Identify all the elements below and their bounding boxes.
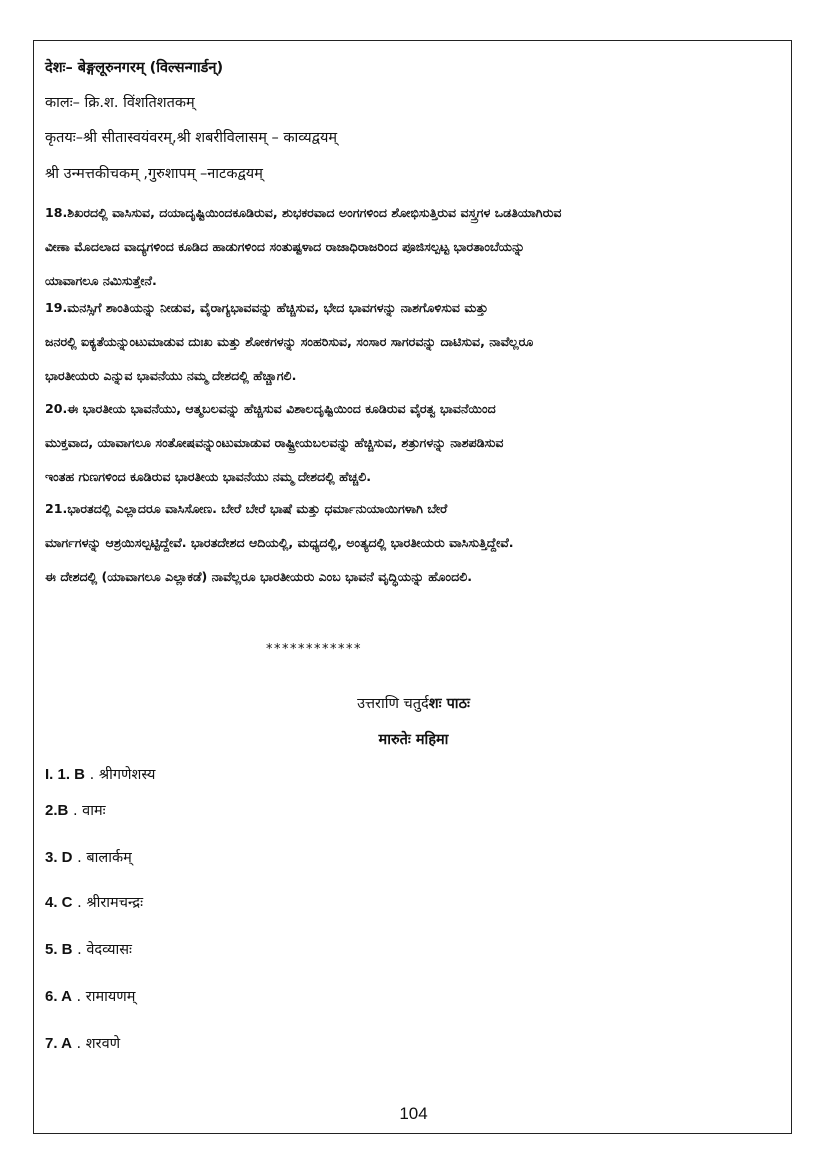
lesson-title: मारुतेः महिमा <box>378 732 449 748</box>
paragraph-line: 18.ಶಿಖರದಲ್ಲಿ ವಾಸಿಸುವ, ದಯಾದೃಷ್ಟಿಯಿಂದಕೂಡಿರುವ, ಶುಭಕರವಾದ ಅಂಗಗಳಿಂದ ಶೋಭಿಸುತ್ತಿರುವ ವಸ್ತ್ರಗಳ ಒಡತಿಯಾಗಿರುವ <box>45 205 562 220</box>
works-poetry-line: कृतयः–श्री सीतास्वयंवरम्,श्री शबरीविलासम् – काव्यद्वयम् <box>45 130 338 146</box>
paragraph-line: 21.ಭಾರತದಲ್ಲಿ ಎಲ್ಲಾದರೂ ವಾಸಿಸೋಣ. ಬೇರೆ ಬೇರೆ ಭಾಷೆ ಮತ್ತು ಧರ್ಮಾನುಯಾಯಿಗಳಾಗಿ ಬೇರೆ <box>45 501 448 516</box>
answer-text: . रामायणम् <box>71 989 136 1005</box>
answer-number: I. 1. B <box>45 766 86 783</box>
paragraph-line: ಜನರಲ್ಲಿ ಐಕ್ಯತೆಯನ್ನುಂಟುಮಾಡುವ ದುಃಖ ಮತ್ತು ಶೋಕಗಳನ್ನು ಸಂಹರಿಸುವ, ಸಂಸಾರ ಸಾಗರವನ್ನು ದಾಟಿಸುವ, ನಾವೆಲ್ಲರೂ <box>45 334 534 349</box>
place-line: देशः– बेङ्गलूरुनगरम् (विल्सन्गार्डन्) <box>45 60 224 76</box>
answer-item <box>45 764 155 784</box>
answer-number: 2.B <box>45 802 69 819</box>
paragraph-line: ಯಾವಾಗಲೂ ನಮಿಸುತ್ತೇನೆ. <box>45 273 157 288</box>
answer-item <box>45 1033 120 1053</box>
paragraph-line: ಇಂತಹ ಗುಣಗಳಿಂದ ಕೂಡಿರುವ ಭಾರತೀಯ ಭಾವನೆಯು ನಮ್ಮ ದೇಶದಲ್ಲಿ ಹೆಚ್ಚಲಿ. <box>45 469 372 484</box>
paragraph-line: ಭಾರತೀಯರು ಎನ್ನುವ ಭಾವನೆಯು ನಮ್ಮ ದೇಶದಲ್ಲಿ ಹೆಚ್ಚಾಗಲಿ. <box>45 368 297 383</box>
paragraph-line: ಈ ದೇಶದಲ್ಲಿ (ಯಾವಾಗಲೂ ಎಲ್ಲಾಕಡೆ) ನಾವೆಲ್ಲರೂ ಭಾರತೀಯರು ಎಂಬ ಭಾವನೆ ವೃದ್ಧಿಯನ್ನು ಹೊಂದಲಿ. <box>45 569 473 584</box>
answer-number: 7. A <box>45 1035 72 1052</box>
answer-text: . वेदव्यासः <box>72 942 132 958</box>
answer-number: 5. B <box>45 941 73 958</box>
answer-text: . श्रीगणेशस्य <box>85 767 156 783</box>
answer-text: . शरवणे <box>71 1036 121 1052</box>
paragraph-20 <box>45 392 780 494</box>
paragraph-18 <box>45 196 780 298</box>
answer-item <box>45 892 143 912</box>
paragraph-line: 20.ಈ ಭಾರತೀಯ ಭಾವನೆಯು, ಆತ್ಮಬಲವನ್ನು ಹೆಚ್ಚಿಸುವ ವಿಶಾಲದೃಷ್ಟಿಯಿಂದ ಕೂಡಿರುವ ವೈರತ್ವ ಭಾವನೆಯಿಂದ <box>45 401 496 416</box>
answer-item <box>45 986 135 1006</box>
paragraph-19 <box>45 291 780 393</box>
answer-text: . बालार्कम् <box>72 850 132 866</box>
lesson-heading <box>0 693 827 713</box>
paragraph-line: ವೀಣಾ ಮೊದಲಾದ ವಾದ್ಯಗಳಿಂದ ಕೂಡಿದ ಹಾಡುಗಳಿಂದ ಸಂತುಷ್ಟಳಾದ ರಾಜಾಧಿರಾಜರಿಂದ ಪೂಜಿಸಲ್ಪಟ್ಟ ಭಾರತಾಂಬೆಯನ್ನು <box>45 239 525 254</box>
works-drama-line: श्री उन्मत्तकीचकम् ,गुरुशापम् –नाटकद्वयम् <box>45 166 263 182</box>
section-separator: ************ <box>266 642 362 657</box>
paragraph-line: ಮುಕ್ತವಾದ, ಯಾವಾಗಲೂ ಸಂತೋಷವನ್ನುಂಟುಮಾಡುವ ರಾಷ್ಟ್ರೀಯಬಲವನ್ನು ಹೆಚ್ಚಿಸುವ, ಶತ್ರುಗಳನ್ನು ನಾಶಪಡಿಸುವ <box>45 435 504 450</box>
answer-text: . वामः <box>68 803 106 819</box>
answer-item <box>45 939 132 959</box>
paragraph-21 <box>45 492 780 594</box>
lesson-heading-suffix: शः पाठः <box>428 696 470 712</box>
paragraph-line: ಮಾರ್ಗಗಳನ್ನು ಆಶ್ರಯಿಸಲ್ಪಟ್ಟಿದ್ದೇವೆ. ಭಾರತದೇಶದ ಆದಿಯಲ್ಲಿ, ಮಧ್ಯದಲ್ಲಿ, ಅಂತ್ಯದಲ್ಲಿ ಭಾರತೀಯರು ವಾಸಿಸುತ್ತಿದ್ದೇವೆ. <box>45 535 514 550</box>
answer-item <box>45 800 106 820</box>
answer-number: 3. D <box>45 849 73 866</box>
page-number: 104 <box>399 1104 428 1123</box>
lesson-heading-prefix: उत्तराणि चतुर्द <box>357 696 429 712</box>
answer-item <box>45 847 132 867</box>
answer-number: 4. C <box>45 894 73 911</box>
period-line: कालः– क्रि.श. विंशतिशतकम् <box>45 95 195 111</box>
answer-number: 6. A <box>45 988 72 1005</box>
paragraph-line: 19.ಮನಸ್ಸಿಗೆ ಶಾಂತಿಯನ್ನು ನೀಡುವ, ವೈರಾಗ್ಯಭಾವವನ್ನು ಹೆಚ್ಚಿಸುವ, ಭೇದ ಭಾವಗಳನ್ನು ನಾಶಗೊಳಿಸುವ ಮತ್ತು <box>45 300 489 315</box>
answer-text: . श्रीरामचन्द्रः <box>72 895 144 911</box>
